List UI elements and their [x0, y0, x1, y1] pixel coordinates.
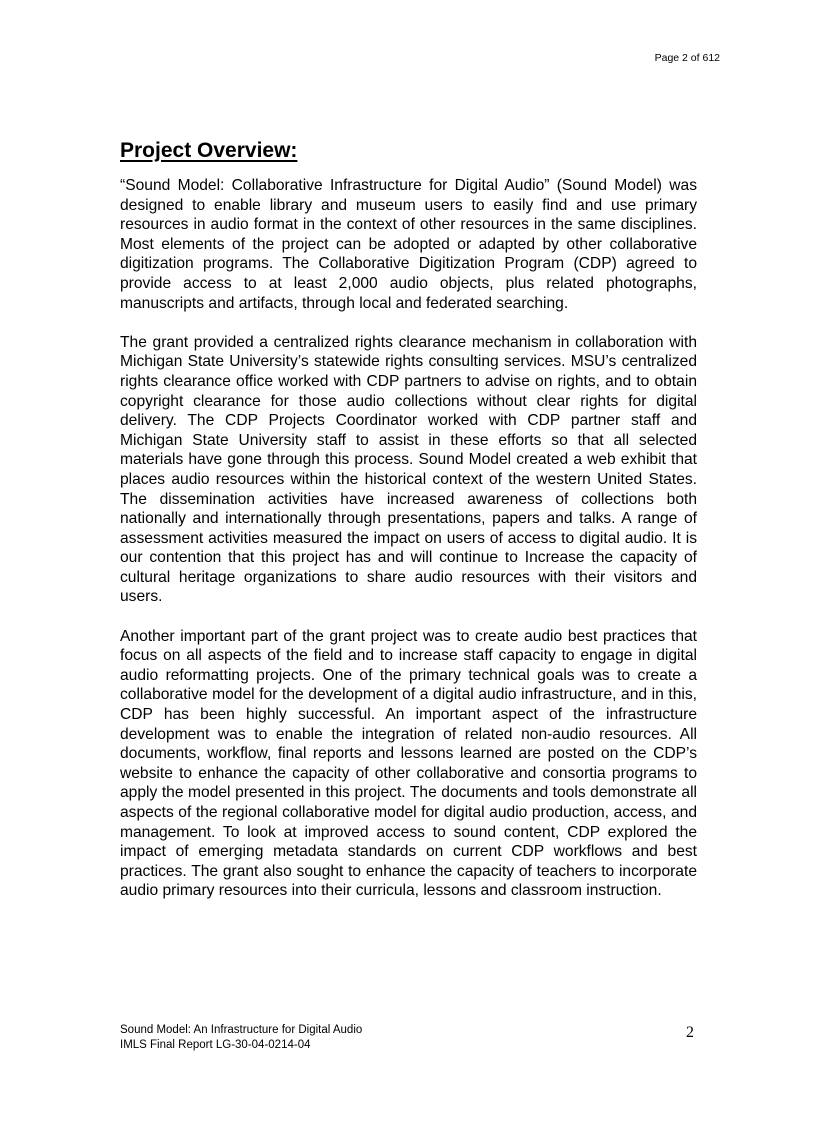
page-title: Project Overview:: [120, 139, 298, 162]
footer-title: Sound Model: An Infrastructure for Digital Audio: [120, 1024, 363, 1036]
page-indicator: Page 2 of 612: [654, 52, 720, 64]
document-body: [120, 176, 697, 921]
footer: [120, 1023, 362, 1053]
footer-report-id: IMLS Final Report LG-30-04-0214-04: [120, 1039, 311, 1051]
paragraph: The grant provided a centralized rights clearance mechanism in collaboration with Michigan State University’s statewide rights consulting services. MSU’s centralized rights clearance office worked with CDP partners to advise on rights, and to obtain copyright clearance for those audio collections without clear rights for digital delivery. The CDP Projects Coordinator worked with CDP partner staff and Michigan State University staff to assist in these efforts so that all selected materials have gone through this process. Sound Model created a web exhibit that places audio resources within the historical context of the western United States. The dissemination activities have increased awareness of collections both nationally and internationally through presentations, papers and talks. A range of assessment activities measured the impact on users of access to digital audio. It is our contention that this project has and will continue to Increase the capacity of cultural heritage organizations to share audio resources with their visitors and users.: [120, 333, 697, 606]
paragraph: “Sound Model: Collaborative Infrastructure for Digital Audio” (Sound Model) was designed to enable library and museum users to easily find and use primary resources in audio format in the context of other resources in the same disciplines. Most elements of the project can be adopted or adapted by other collaborative digitization programs. The Collaborative Digitization Program (CDP) agreed to provide access to at least 2,000 audio objects, plus related photographs, manuscripts and artifacts, through local and federated searching.: [120, 177, 697, 312]
footer-page-number: 2: [686, 1024, 694, 1041]
paragraph: Another important part of the grant project was to create audio best practices that focus on all aspects of the field and to increase staff capacity to engage in digital audio reformatting projects. One of the primary technical goals was to create a collaborative model for the development of a digital audio infrastructure, and in this, CDP has been highly successful. An important aspect of the infrastructure development was to enable the integration of related non-audio resources. All documents, workflow, final reports and lessons learned are posted on the CDP’s website to enhance the capacity of other collaborative and consortia programs to apply the model presented in this project. The documents and tools demonstrate all aspects of the regional collaborative model for digital audio production, access, and management. To look at improved access to sound content, CDP explored the impact of emerging metadata standards on current CDP workflows and best practices. The grant also sought to enhance the capacity of teachers to incorporate audio primary resources into their curricula, lessons and classroom instruction.: [120, 627, 697, 900]
